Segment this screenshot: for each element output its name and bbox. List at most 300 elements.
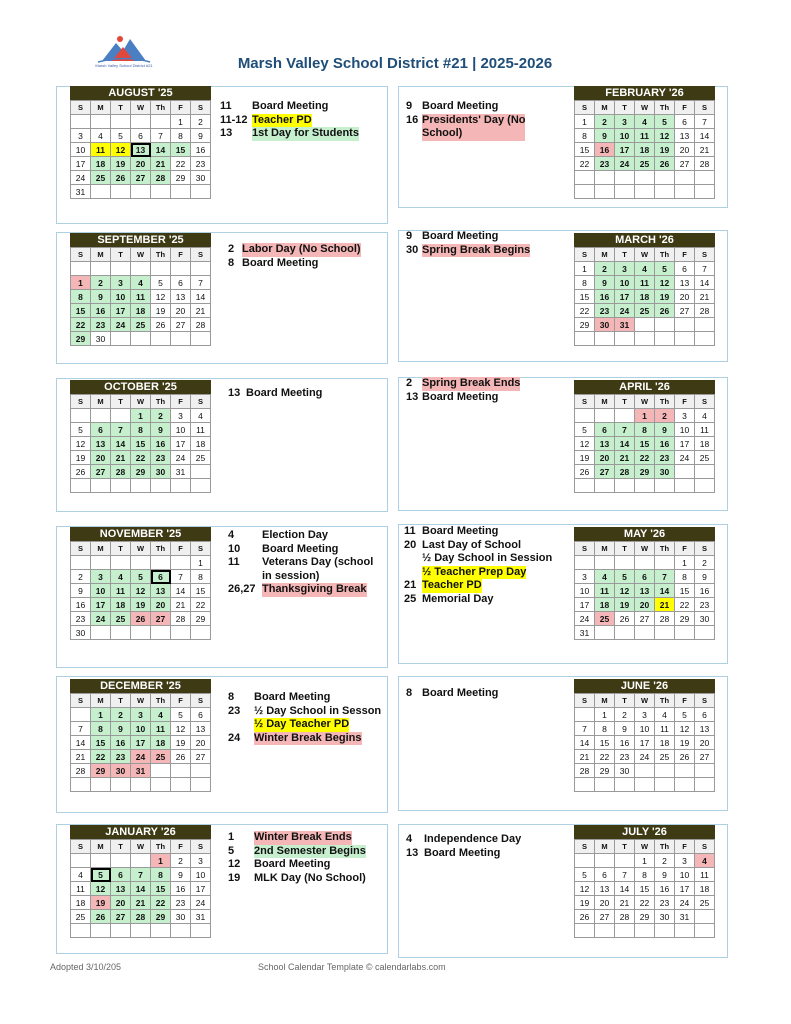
day-cell: 21 — [111, 451, 131, 465]
day-cell: 2 — [151, 409, 171, 423]
empty-cell — [655, 778, 675, 792]
day-cell: 29 — [131, 465, 151, 479]
weekday-label: Th — [151, 101, 171, 115]
day-cell: 13 — [595, 882, 615, 896]
day-cell: 23 — [595, 157, 615, 171]
day-cell: 18 — [91, 157, 111, 171]
day-cell: 23 — [655, 451, 675, 465]
weekday-label: S — [575, 840, 595, 854]
weekday-label: M — [91, 840, 111, 854]
empty-cell — [151, 556, 171, 570]
weekday-label: S — [191, 694, 211, 708]
empty-cell — [91, 115, 111, 129]
day-cell: 21 — [71, 750, 91, 764]
day-cell: 24 — [111, 318, 131, 332]
day-cell: 5 — [575, 868, 595, 882]
day-cell: 25 — [131, 318, 151, 332]
event-note — [404, 566, 552, 580]
empty-cell — [171, 764, 191, 778]
day-cell: 3 — [675, 854, 695, 868]
empty-cell — [655, 332, 675, 346]
empty-cell — [575, 708, 595, 722]
event-note — [228, 705, 381, 719]
weekday-label: F — [171, 542, 191, 556]
event-date: 24 — [228, 731, 241, 744]
day-cell: 20 — [111, 896, 131, 910]
event-date: 19 — [228, 871, 241, 884]
event-note — [228, 872, 366, 886]
day-cell: 24 — [71, 171, 91, 185]
day-cell: 28 — [615, 465, 635, 479]
day-cell: 25 — [635, 157, 655, 171]
event-text: Independence Day — [424, 833, 522, 845]
day-cell: 9 — [191, 129, 211, 143]
day-cell: 25 — [695, 451, 715, 465]
day-cell: 11 — [71, 882, 91, 896]
day-cell: 28 — [575, 764, 595, 778]
empty-cell — [595, 556, 615, 570]
day-cell: 9 — [615, 722, 635, 736]
empty-cell — [635, 924, 655, 938]
day-cell: 12 — [655, 276, 675, 290]
day-cell: 5 — [171, 708, 191, 722]
event-note — [406, 687, 498, 701]
day-cell: 15 — [151, 882, 171, 896]
event-text: Board Meeting — [254, 691, 331, 703]
empty-cell — [695, 465, 715, 479]
day-cell: 19 — [615, 598, 635, 612]
day-cell: 3 — [71, 129, 91, 143]
event-date — [404, 566, 422, 580]
event-text: ½ Day School in Session — [422, 552, 553, 564]
day-cell: 4 — [695, 854, 715, 868]
day-cell: 29 — [575, 318, 595, 332]
day-cell: 15 — [575, 143, 595, 157]
weekday-label: F — [675, 101, 695, 115]
empty-cell — [71, 778, 91, 792]
weekday-label: S — [191, 101, 211, 115]
month-title: AUGUST '25 — [70, 86, 211, 100]
day-cell: 8 — [635, 868, 655, 882]
day-cell: 25 — [695, 896, 715, 910]
day-cell: 6 — [171, 276, 191, 290]
day-cell: 17 — [635, 736, 655, 750]
day-cell: 8 — [171, 129, 191, 143]
day-cell: 22 — [171, 157, 191, 171]
weekday-label: T — [111, 840, 131, 854]
day-cell: 18 — [635, 290, 655, 304]
day-cell: 16 — [191, 143, 211, 157]
event-note — [228, 858, 366, 872]
empty-cell — [615, 556, 635, 570]
empty-cell — [111, 115, 131, 129]
day-cell: 22 — [91, 750, 111, 764]
day-cell: 30 — [595, 318, 615, 332]
calendar-april — [574, 380, 715, 493]
empty-cell — [151, 626, 171, 640]
empty-cell — [71, 556, 91, 570]
day-cell: 30 — [655, 910, 675, 924]
day-cell: 21 — [695, 290, 715, 304]
notes-november — [228, 529, 373, 597]
weekday-label: W — [635, 694, 655, 708]
calendar-january — [70, 825, 211, 938]
weekday-label: F — [675, 542, 695, 556]
weekday-label: M — [91, 542, 111, 556]
empty-cell — [635, 626, 655, 640]
day-cell: 5 — [111, 129, 131, 143]
empty-cell — [675, 479, 695, 493]
empty-cell — [151, 115, 171, 129]
day-cell: 9 — [111, 722, 131, 736]
day-cell: 3 — [191, 854, 211, 868]
event-note — [406, 391, 520, 405]
day-cell: 26 — [655, 304, 675, 318]
empty-cell — [675, 318, 695, 332]
day-cell: 24 — [191, 896, 211, 910]
day-cell: 26 — [575, 910, 595, 924]
day-cell: 23 — [655, 896, 675, 910]
event-text: Board Meeting — [422, 390, 499, 403]
day-cell: 4 — [635, 262, 655, 276]
event-date: 11 — [228, 556, 240, 568]
empty-cell — [71, 115, 91, 129]
empty-cell — [151, 332, 171, 346]
day-cell: 12 — [111, 143, 131, 157]
day-cell: 2 — [695, 556, 715, 570]
day-cell: 9 — [71, 584, 91, 598]
day-cell: 7 — [695, 115, 715, 129]
event-date: 20 — [404, 538, 417, 551]
weekday-label: S — [695, 694, 715, 708]
day-cell: 26 — [655, 157, 675, 171]
day-cell: 6 — [595, 868, 615, 882]
day-cell: 6 — [151, 570, 171, 584]
day-cell: 8 — [91, 722, 111, 736]
day-cell: 19 — [675, 736, 695, 750]
empty-cell — [91, 924, 111, 938]
empty-cell — [151, 764, 171, 778]
empty-cell — [111, 924, 131, 938]
event-date: 9 — [406, 230, 413, 242]
day-cell: 7 — [171, 570, 191, 584]
empty-cell — [575, 556, 595, 570]
empty-cell — [695, 764, 715, 778]
notes-september — [228, 243, 361, 270]
day-cell: 10 — [191, 868, 211, 882]
empty-cell — [91, 409, 111, 423]
day-cell: 19 — [111, 157, 131, 171]
weekday-label: T — [111, 101, 131, 115]
day-cell: 9 — [655, 868, 675, 882]
event-text: Teacher PD — [422, 579, 482, 591]
day-cell: 23 — [171, 896, 191, 910]
day-cell: 17 — [131, 736, 151, 750]
day-cell: 25 — [635, 304, 655, 318]
day-cell: 10 — [91, 584, 111, 598]
day-cell: 27 — [675, 157, 695, 171]
empty-cell — [695, 479, 715, 493]
day-cell: 28 — [655, 612, 675, 626]
calendar-march — [574, 233, 715, 346]
day-cell: 27 — [131, 171, 151, 185]
day-cell: 6 — [675, 262, 695, 276]
day-cell: 20 — [695, 736, 715, 750]
day-cell: 11 — [111, 584, 131, 598]
day-cell: 11 — [131, 290, 151, 304]
weekday-label: Th — [151, 840, 171, 854]
weekday-label: T — [615, 840, 635, 854]
day-cell: 12 — [131, 584, 151, 598]
day-cell: 10 — [615, 129, 635, 143]
day-cell: 16 — [655, 437, 675, 451]
day-cell: 30 — [91, 332, 111, 346]
empty-cell — [111, 556, 131, 570]
event-text: 2nd Semester Begins — [254, 844, 366, 857]
day-cell: 26 — [171, 750, 191, 764]
weekday-label: S — [191, 395, 211, 409]
day-cell: 31 — [675, 910, 695, 924]
event-date: 26,27 — [228, 583, 256, 595]
empty-cell — [615, 479, 635, 493]
notes-april — [406, 377, 520, 404]
event-note — [406, 833, 521, 847]
day-cell: 12 — [575, 437, 595, 451]
weekday-label: T — [111, 694, 131, 708]
empty-cell — [131, 185, 151, 199]
event-text: Board Meeting — [422, 687, 499, 699]
empty-cell — [191, 185, 211, 199]
day-cell: 24 — [575, 612, 595, 626]
day-cell: 29 — [191, 612, 211, 626]
day-cell: 30 — [71, 626, 91, 640]
day-cell: 24 — [635, 750, 655, 764]
day-cell: 25 — [655, 750, 675, 764]
day-cell: 19 — [171, 736, 191, 750]
weekday-label: W — [131, 248, 151, 262]
day-cell: 6 — [695, 708, 715, 722]
day-cell: 10 — [675, 868, 695, 882]
mountain-logo-icon — [92, 33, 156, 63]
day-cell: 20 — [151, 598, 171, 612]
day-cell: 27 — [595, 910, 615, 924]
empty-cell — [171, 556, 191, 570]
day-cell: 8 — [575, 129, 595, 143]
day-cell: 1 — [191, 556, 211, 570]
empty-cell — [71, 708, 91, 722]
day-cell: 25 — [595, 612, 615, 626]
day-cell: 8 — [595, 722, 615, 736]
calendar-august — [70, 86, 211, 199]
day-cell: 22 — [635, 451, 655, 465]
day-cell: 7 — [151, 129, 171, 143]
weekday-label: S — [575, 248, 595, 262]
empty-cell — [675, 465, 695, 479]
empty-cell — [131, 262, 151, 276]
day-cell: 27 — [191, 750, 211, 764]
day-cell: 3 — [615, 115, 635, 129]
day-cell: 21 — [191, 304, 211, 318]
empty-cell — [575, 171, 595, 185]
day-cell: 2 — [191, 115, 211, 129]
empty-cell — [131, 924, 151, 938]
day-cell: 25 — [151, 750, 171, 764]
month-title: MAY '26 — [574, 527, 715, 541]
event-date: 13 — [406, 390, 419, 403]
event-text: Spring Break Begins — [422, 243, 531, 256]
empty-cell — [151, 778, 171, 792]
weekday-label: M — [91, 694, 111, 708]
day-cell: 24 — [91, 612, 111, 626]
day-cell: 26 — [675, 750, 695, 764]
event-text: Board Meeting — [422, 525, 499, 537]
empty-cell — [655, 556, 675, 570]
empty-cell — [111, 626, 131, 640]
day-cell: 5 — [131, 570, 151, 584]
weekday-label: Th — [655, 395, 675, 409]
day-cell: 26 — [151, 318, 171, 332]
empty-cell — [575, 854, 595, 868]
day-cell: 20 — [131, 157, 151, 171]
day-cell: 27 — [151, 612, 171, 626]
day-cell: 16 — [615, 736, 635, 750]
empty-cell — [635, 479, 655, 493]
empty-cell — [615, 924, 635, 938]
empty-cell — [131, 479, 151, 493]
day-cell: 11 — [695, 423, 715, 437]
day-cell: 3 — [171, 409, 191, 423]
empty-cell — [655, 171, 675, 185]
day-cell: 31 — [615, 318, 635, 332]
day-cell: 25 — [91, 171, 111, 185]
notes-december — [228, 691, 381, 745]
weekday-label: F — [171, 101, 191, 115]
day-cell: 4 — [91, 129, 111, 143]
day-cell: 15 — [575, 290, 595, 304]
day-cell: 12 — [575, 882, 595, 896]
day-cell: 10 — [635, 722, 655, 736]
empty-cell — [595, 171, 615, 185]
empty-cell — [91, 778, 111, 792]
day-cell: 17 — [91, 598, 111, 612]
event-text: Spring Break Ends — [422, 377, 521, 389]
day-cell: 17 — [615, 143, 635, 157]
empty-cell — [111, 332, 131, 346]
empty-cell — [655, 479, 675, 493]
day-cell: 21 — [695, 143, 715, 157]
empty-cell — [695, 332, 715, 346]
month-title: APRIL '26 — [574, 380, 715, 394]
event-note — [406, 847, 521, 861]
day-cell: 17 — [191, 882, 211, 896]
day-cell: 9 — [91, 290, 111, 304]
day-cell: 17 — [171, 437, 191, 451]
day-cell: 6 — [191, 708, 211, 722]
empty-cell — [595, 479, 615, 493]
day-cell: 7 — [615, 868, 635, 882]
month-title: NOVEMBER '25 — [70, 527, 211, 541]
day-cell: 19 — [131, 598, 151, 612]
weekday-label: S — [191, 542, 211, 556]
empty-cell — [71, 924, 91, 938]
weekday-label: T — [615, 542, 635, 556]
day-cell: 16 — [171, 882, 191, 896]
logo-text: Marsh Valley School District #21 — [95, 63, 153, 68]
event-note — [228, 543, 373, 557]
weekday-label: F — [675, 395, 695, 409]
day-cell: 3 — [675, 409, 695, 423]
calendar-may — [574, 527, 715, 640]
weekday-label: S — [191, 840, 211, 854]
month-title: MARCH '26 — [574, 233, 715, 247]
weekday-label: F — [675, 694, 695, 708]
district-logo — [92, 33, 156, 75]
day-cell: 23 — [615, 750, 635, 764]
notes-march — [406, 230, 530, 257]
day-cell: 27 — [171, 318, 191, 332]
event-text: Labor Day (No School) — [242, 243, 361, 255]
day-cell: 30 — [655, 465, 675, 479]
day-cell: 1 — [91, 708, 111, 722]
day-cell: 8 — [151, 868, 171, 882]
calendar-november — [70, 527, 211, 640]
event-note — [404, 539, 552, 553]
day-cell: 26 — [615, 612, 635, 626]
day-cell: 16 — [695, 584, 715, 598]
day-cell: 11 — [595, 584, 615, 598]
weekday-label: F — [171, 395, 191, 409]
day-cell: 12 — [151, 290, 171, 304]
weekday-label: M — [595, 395, 615, 409]
month-title: JUNE '26 — [574, 679, 715, 693]
weekday-label: M — [595, 694, 615, 708]
empty-cell — [111, 409, 131, 423]
event-note — [220, 100, 359, 114]
weekday-label: S — [191, 248, 211, 262]
day-cell: 10 — [111, 290, 131, 304]
day-cell: 19 — [91, 896, 111, 910]
day-cell: 2 — [71, 570, 91, 584]
event-date: 11 — [404, 525, 416, 537]
empty-cell — [615, 185, 635, 199]
day-cell: 9 — [171, 868, 191, 882]
event-date: 13 — [406, 846, 419, 859]
day-cell: 18 — [131, 304, 151, 318]
day-cell: 6 — [635, 570, 655, 584]
notes-july — [406, 833, 521, 860]
day-cell: 26 — [131, 612, 151, 626]
weekday-label: S — [71, 840, 91, 854]
day-cell: 19 — [71, 451, 91, 465]
day-cell: 27 — [91, 465, 111, 479]
empty-cell — [695, 171, 715, 185]
weekday-label: F — [171, 248, 191, 262]
event-date: 9 — [406, 100, 413, 112]
weekday-label: M — [595, 248, 615, 262]
day-cell: 7 — [615, 423, 635, 437]
month-title: DECEMBER '25 — [70, 679, 211, 693]
day-cell: 17 — [575, 598, 595, 612]
weekday-label: T — [111, 248, 131, 262]
day-cell: 30 — [111, 764, 131, 778]
calendar-june — [574, 679, 715, 792]
empty-cell — [695, 318, 715, 332]
day-cell: 13 — [91, 437, 111, 451]
empty-cell — [695, 778, 715, 792]
empty-cell — [111, 262, 131, 276]
month-title: FEBRUARY '26 — [574, 86, 715, 100]
weekday-label: Th — [655, 248, 675, 262]
